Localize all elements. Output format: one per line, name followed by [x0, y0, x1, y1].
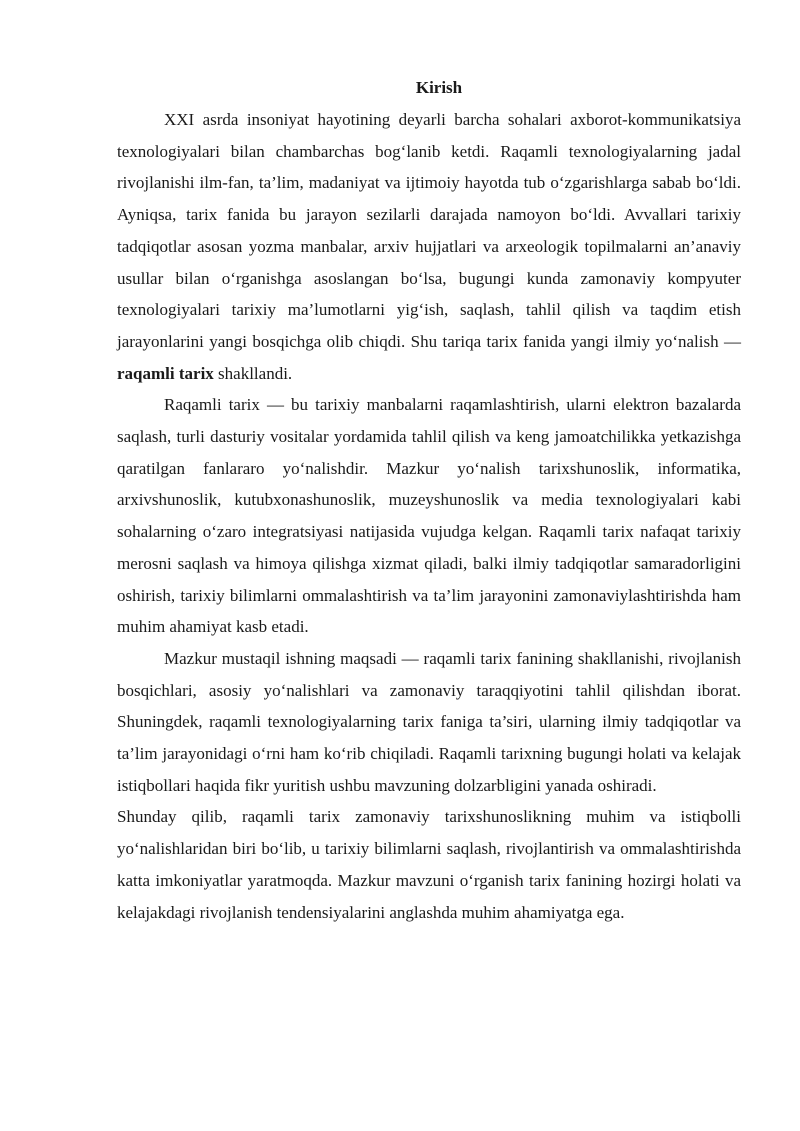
paragraph-1-text-start: XXI asrda insoniyat hayotining deyarli barcha sohalari axborot-kommunikatsiya texnologiyalari bilan chambarchas bog‘lanib ketdi. Raqamli texnologiyalarning jadal rivojlanishi ilm-fan, ta’lim, madaniyat va ijtimoiy hayotda tub o‘zgarishlarga sabab bo‘ldi. Ayniqsa, tarix fanida bu jarayon sezilarli darajada namoyon bo‘ldi. Avvallari tarixiy tadqiqotlar asosan yozma manbalar, arxiv hujjatlari va arxeologik topilmalarni an’anaviy usullar bilan o‘rganishga asoslangan bo‘lsa, bugungi kunda zamonaviy kompyuter texnologiyalari tarixiy ma’lumotlarni yig‘ish, saqlash, tahlil qilish va taqdim etish jarayonlarini yangi bosqichga olib chiqdi. Shu tariqa tarix fanida yangi ilmiy yo‘nalish —: [117, 110, 741, 351]
paragraph-1: [117, 104, 741, 389]
paragraph-3: Mazkur mustaqil ishning maqsadi — raqamli tarix fanining shakllanishi, rivojlanish bosqichlari, asosiy yo‘nalishlari va zamonaviy taraqqiyotini tahlil qilishdan iborat. Shuningdek, raqamli texnologiyalarning tarix faniga ta’siri, ularning ilmiy tadqiqotlar va ta’lim jarayonidagi o‘rni ham ko‘rib chiqiladi. Raqamli tarixning bugungi holati va kelajak istiqbollari haqida fikr yuritish ushbu mavzuning dolzarbligini yanada oshiradi.: [117, 648, 741, 795]
page-title: Kirish: [415, 78, 463, 97]
paragraph-4: Shunday qilib, raqamli tarix zamonaviy tarixshunoslikning muhim va istiqbolli yo‘nalishlaridan biri bo‘lib, u tarixiy bilimlarni saqlash, rivojlantirish va ommalashtirishda katta imkoniyatlar yaratmoqda. Mazkur mavzuni o‘rganish tarix fanining hozirgi holati va kelajakdagi rivojlanish tendensiyalarini anglashda muhim ahamiyatga ega.: [117, 807, 741, 922]
paragraph-1-text-end: shakllandi.: [213, 363, 293, 383]
paragraph-1-bold-term: raqamli tarix: [117, 363, 214, 383]
paragraph-2: Raqamli tarix — bu tarixiy manbalarni raqamlashtirish, ularni elektron bazalarda saqlash, turli dasturiy vositalar yordamida tahlil qilish va keng jamoatchilikka yetkazishga qaratilgan fanlararo yo‘nalishdir. Mazkur yo‘nalish tarixshunoslik, informatika, arxivshunoslik, kutubxonashunoslik, muzeyshunoslik va media texnologiyalari kabi sohalarning o‘zaro integratsiyasi natijasida vujudga kelgan. Raqamli tarix nafaqat tarixiy merosni saqlash va himoya qilishga xizmat qiladi, balki ilmiy tadqiqotlar samaradorligini oshirish, tarixiy bilimlarni ommalashtirish va ta’lim jarayonini zamonaviylashtirishda ham muhim ahamiyat kasb etadi.: [117, 395, 741, 637]
